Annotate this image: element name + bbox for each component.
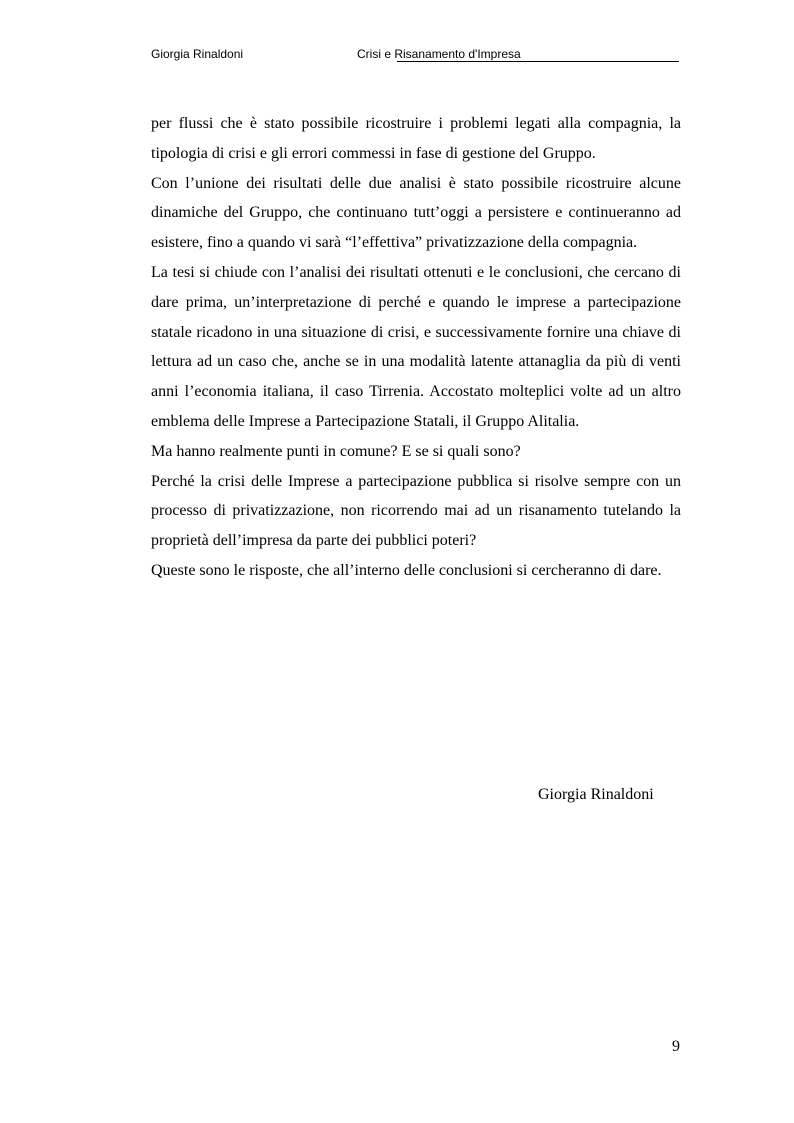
paragraph-question-privatization: Perché la crisi delle Imprese a partecipazione pubblica si risolve sempre con un processo di privatizzazione, non ricorrendo mai ad un risanamento tutelando la proprietà dell’impresa da parte dei pubblici poteri? (151, 472, 681, 550)
body-text (151, 109, 681, 586)
header-title: Crisi e Risanamento d'Impresa (357, 47, 521, 61)
author-signature: Giorgia Rinaldoni (538, 786, 654, 803)
page-header (151, 46, 679, 62)
paragraph-thesis-conclusion: La tesi si chiude con l’analisi dei risultati ottenuti e le conclusioni, che cercano di dare prima, un’interpretazione di perché e quando le imprese a partecipazione statale ricadono in una situazione di crisi, e successivamente fornire una chiave di lettura ad un caso che, anche se in una modalità latente attanaglia da più di venti anni l’economia italiana, il caso Tirrenia. Accostato molteplici volte ad un altro emblema delle Imprese a Partecipazione Statali, il Gruppo Alitalia. (151, 263, 681, 430)
paragraph-intro-continuation: per flussi che è stato possibile ricostruire i problemi legati alla compagnia, la tipologia di crisi e gli errori commessi in fase di gestione del Gruppo. (151, 115, 681, 162)
header-author: Giorgia Rinaldoni (151, 47, 244, 61)
paragraph-answers: Queste sono le risposte, che all’interno delle conclusioni si cercheranno di dare. (151, 561, 662, 579)
page-number: 9 (672, 1038, 680, 1055)
paragraph-question-common-points: Ma hanno realmente punti in comune? E se si quali sono? (151, 442, 521, 460)
paragraph-union-of-results: Con l’unione dei risultati delle due analisi è stato possibile ricostruire alcune dinamiche del Gruppo, che continuano tutt’oggi a persistere e continueranno ad esistere, fino a quando vi sarà “l’effettiva” privatizzazione della compagnia. (151, 174, 681, 252)
header-rule (397, 61, 679, 62)
